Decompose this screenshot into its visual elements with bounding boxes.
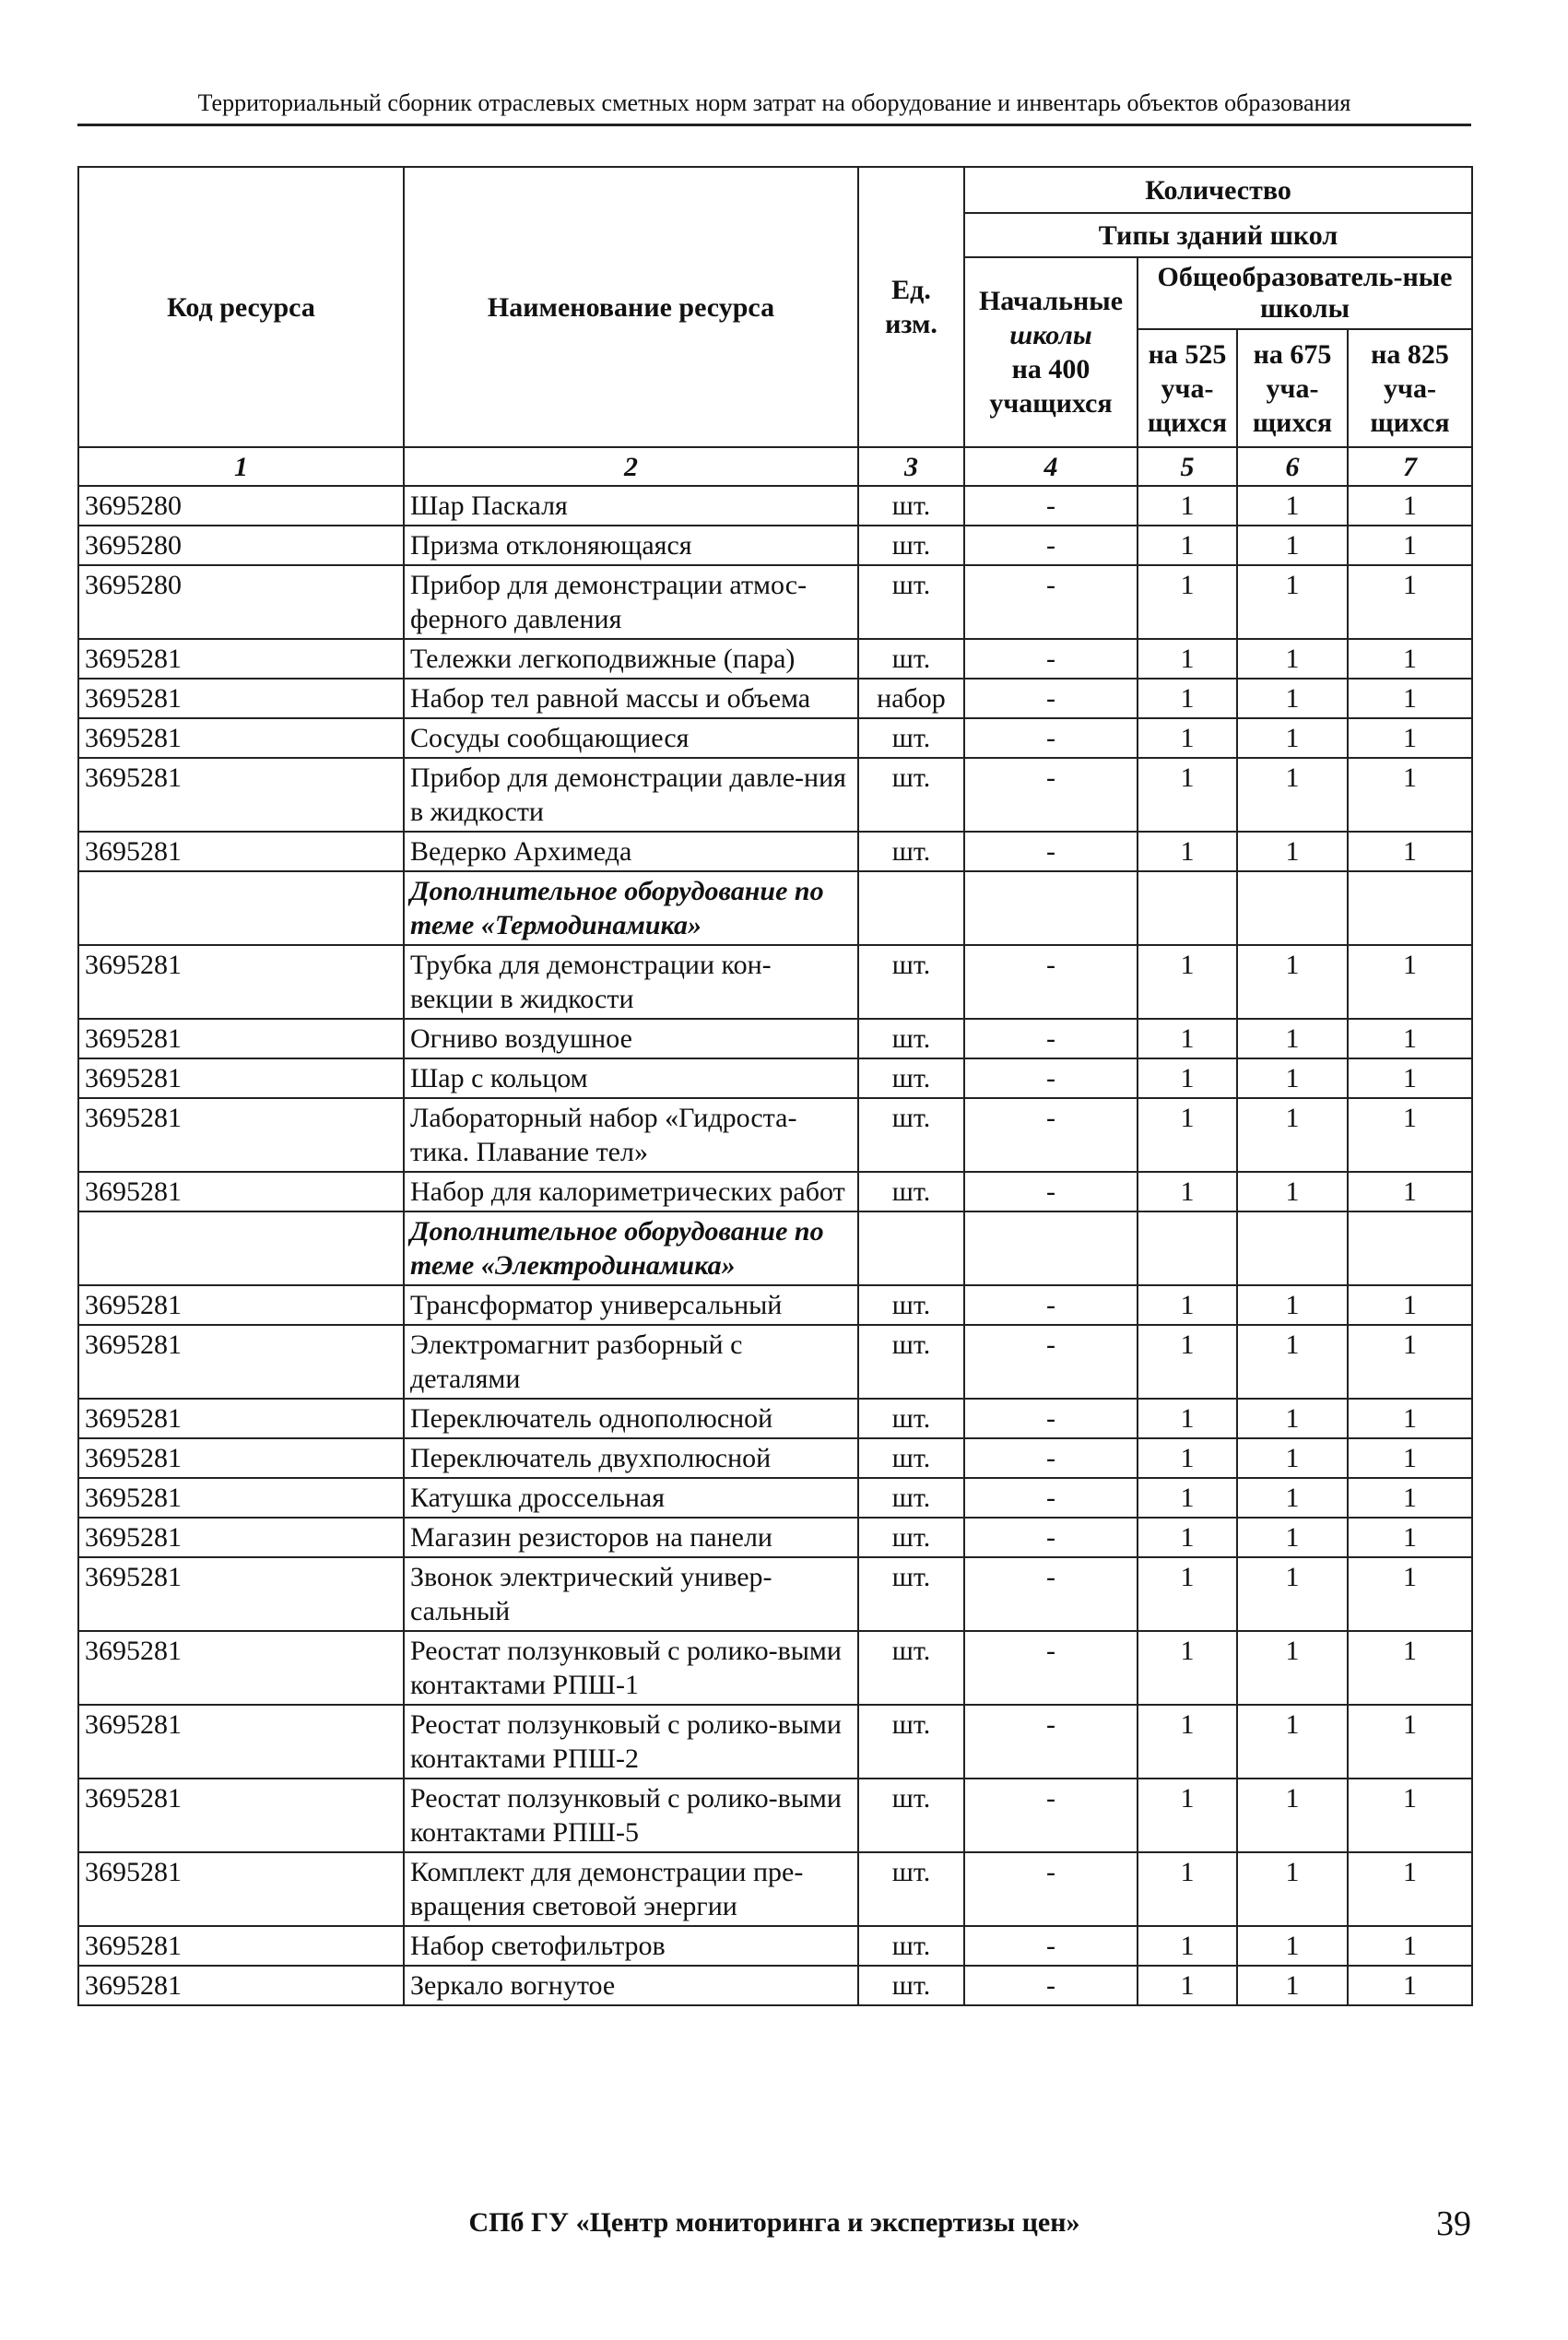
header-825-line-3: щихся [1370,407,1450,438]
cell-unit [858,871,964,945]
cell-unit: шт. [858,1019,964,1058]
cell-primary-400: - [964,1557,1138,1631]
cell-code: 3695281 [78,1058,404,1098]
cell-unit: шт. [858,1399,964,1438]
section-row [78,1211,1472,1285]
cell-code: 3695280 [78,526,404,565]
cell-general-825: 1 [1348,1172,1472,1211]
cell-general-525 [1138,871,1237,945]
header-825-line-1: на 825 [1371,338,1449,370]
table-row [78,1852,1472,1926]
header-675-line-2: уча- [1266,372,1319,404]
cell-primary-400: - [964,1172,1138,1211]
cell-unit: шт. [858,1478,964,1518]
cell-unit: шт. [858,945,964,1019]
cell-general-525: 1 [1138,639,1237,679]
cell-general-825: 1 [1348,1852,1472,1926]
header-primary-schools [964,257,1138,447]
cell-primary-400: - [964,1285,1138,1325]
table-row [78,639,1472,679]
cell-general-825: 1 [1348,1098,1472,1172]
cell-general-675: 1 [1237,1285,1348,1325]
page-number: 39 [1436,2204,1471,2243]
cell-code: 3695281 [78,1631,404,1705]
cell-general-675: 1 [1237,1399,1348,1438]
cell-unit: шт. [858,832,964,871]
cell-code [78,1211,404,1285]
header-525 [1138,329,1237,447]
cell-general-675: 1 [1237,1478,1348,1518]
cell-unit: шт. [858,758,964,832]
cell-code: 3695280 [78,565,404,639]
cell-primary-400: - [964,1705,1138,1779]
cell-general-675: 1 [1237,1966,1348,2005]
cell-unit: шт. [858,639,964,679]
cell-code: 3695281 [78,1705,404,1779]
cell-general-675: 1 [1237,1172,1348,1211]
cell-general-825: 1 [1348,945,1472,1019]
cell-name: Реостат ползунковый с ролико-выми контактами РПШ-5 [404,1779,858,1852]
cell-general-825: 1 [1348,1966,1472,2005]
header-825-line-2: уча- [1384,372,1436,404]
cell-general-675: 1 [1237,1518,1348,1557]
cell-unit: шт. [858,1631,964,1705]
table-row [78,1098,1472,1172]
col-number: 1 [78,447,404,486]
table-row [78,526,1472,565]
cell-primary-400: - [964,679,1138,718]
cell-general-825: 1 [1348,1705,1472,1779]
cell-name: Прибор для демонстрации атмос-ферного давления [404,565,858,639]
cell-name: Шар с кольцом [404,1058,858,1098]
cell-general-525: 1 [1138,1019,1237,1058]
cell-general-675 [1237,871,1348,945]
cell-code: 3695281 [78,1399,404,1438]
cell-general-825: 1 [1348,1058,1472,1098]
cell-general-825: 1 [1348,565,1472,639]
cell-general-525: 1 [1138,1557,1237,1631]
header-525-line-1: на 525 [1148,338,1227,370]
cell-general-675: 1 [1237,565,1348,639]
cell-name: Лабораторный набор «Гидроста-тика. Плавание тел» [404,1098,858,1172]
cell-general-525: 1 [1138,1285,1237,1325]
cell-code: 3695281 [78,679,404,718]
cell-general-825: 1 [1348,679,1472,718]
cell-general-525: 1 [1138,758,1237,832]
cell-name: Призма отклоняющаяся [404,526,858,565]
cell-general-825: 1 [1348,639,1472,679]
cell-general-525: 1 [1138,1098,1237,1172]
cell-primary-400: - [964,1779,1138,1852]
col-number: 7 [1348,447,1472,486]
cell-general-525: 1 [1138,1058,1237,1098]
header-825 [1348,329,1472,447]
cell-general-675: 1 [1237,1019,1348,1058]
cell-general-825: 1 [1348,1438,1472,1478]
cell-general-675 [1237,1211,1348,1285]
cell-unit: шт. [858,1852,964,1926]
table-row [78,1478,1472,1518]
cell-general-675: 1 [1237,1705,1348,1779]
header-675-line-3: щихся [1252,407,1333,438]
cell-unit: шт. [858,1438,964,1478]
cell-general-825: 1 [1348,1399,1472,1438]
cell-code: 3695281 [78,1557,404,1631]
col-number: 4 [964,447,1138,486]
table-row [78,1926,1472,1966]
column-number-row [78,447,1472,486]
header-525-line-2: уча- [1161,372,1214,404]
cell-primary-400: - [964,1852,1138,1926]
cell-primary-400: - [964,486,1138,526]
header-quantity: Количество [964,167,1472,213]
cell-name: Звонок электрический универ-сальный [404,1557,858,1631]
cell-unit: шт. [858,718,964,758]
cell-general-525 [1138,1211,1237,1285]
cell-unit: шт. [858,1926,964,1966]
cell-general-675: 1 [1237,945,1348,1019]
cell-code [78,871,404,945]
header-675 [1237,329,1348,447]
cell-general-825: 1 [1348,1631,1472,1705]
header-school-types: Типы зданий школ [964,213,1472,257]
cell-name: Электромагнит разборный с деталями [404,1325,858,1399]
cell-general-525: 1 [1138,565,1237,639]
cell-code: 3695281 [78,1779,404,1852]
cell-general-825: 1 [1348,1518,1472,1557]
cell-primary-400: - [964,639,1138,679]
cell-name: Набор тел равной массы и объема [404,679,858,718]
cell-primary-400: - [964,1058,1138,1098]
cell-general-825: 1 [1348,1926,1472,1966]
table-row [78,1285,1472,1325]
cell-primary-400: - [964,1098,1138,1172]
cell-primary-400: - [964,1631,1138,1705]
table-row [78,1705,1472,1779]
cell-code: 3695281 [78,1172,404,1211]
cell-general-825: 1 [1348,1478,1472,1518]
cell-unit: шт. [858,1557,964,1631]
cell-general-675: 1 [1237,1557,1348,1631]
cell-name: Реостат ползунковый с ролико-выми контактами РПШ-1 [404,1631,858,1705]
cell-unit: шт. [858,1966,964,2005]
cell-code: 3695281 [78,758,404,832]
cell-code: 3695280 [78,486,404,526]
cell-name: Прибор для демонстрации давле-ния в жидкости [404,758,858,832]
cell-primary-400: - [964,1518,1138,1557]
table-row [78,1438,1472,1478]
table-row [78,832,1472,871]
cell-unit: шт. [858,1705,964,1779]
header-primary-line-3: на 400 [1011,354,1091,384]
cell-code: 3695281 [78,1478,404,1518]
cell-name: Тележки легкоподвижные (пара) [404,639,858,679]
cell-general-525: 1 [1138,1478,1237,1518]
header-675-line-1: на 675 [1253,338,1332,370]
header-unit: Ед. изм. [858,167,964,447]
cell-general-675: 1 [1237,718,1348,758]
cell-primary-400: - [964,565,1138,639]
col-number: 2 [404,447,858,486]
cell-unit: шт. [858,1325,964,1399]
cell-primary-400: - [964,1926,1138,1966]
page-header: Территориальный сборник отраслевых сметных норм затрат на оборудование и инвентарь объектов образования [77,89,1471,126]
header-general-schools: Общеобразователь-ные школы [1138,257,1472,329]
cell-name: Ведерко Архимеда [404,832,858,871]
cell-primary-400: - [964,526,1138,565]
table-row [78,1631,1472,1705]
table-body [78,447,1472,2005]
table-row [78,758,1472,832]
table-row [78,1399,1472,1438]
cell-unit: шт. [858,1518,964,1557]
table-row [78,718,1472,758]
col-number: 5 [1138,447,1237,486]
section-row [78,871,1472,945]
table-row [78,1019,1472,1058]
cell-general-525: 1 [1138,1966,1237,2005]
cell-general-825: 1 [1348,718,1472,758]
cell-primary-400: - [964,832,1138,871]
cell-general-825: 1 [1348,758,1472,832]
table-row [78,565,1472,639]
cell-name: Катушка дроссельная [404,1478,858,1518]
page-footer [77,2202,1471,2248]
cell-general-675: 1 [1237,1098,1348,1172]
cell-code: 3695281 [78,1966,404,2005]
cell-unit: набор [858,679,964,718]
col-number: 6 [1237,447,1348,486]
cell-name: Шар Паскаля [404,486,858,526]
cell-general-675: 1 [1237,1058,1348,1098]
cell-general-525: 1 [1138,1438,1237,1478]
cell-general-525: 1 [1138,679,1237,718]
cell-primary-400: - [964,945,1138,1019]
table-row [78,1966,1472,2005]
section-title: Дополнительное оборудование по теме «Термодинамика» [404,871,858,945]
cell-general-675: 1 [1237,1438,1348,1478]
section-title: Дополнительное оборудование по теме «Электродинамика» [404,1211,858,1285]
cell-code: 3695281 [78,832,404,871]
header-primary-line-1: Начальные [978,286,1124,316]
table-row [78,679,1472,718]
cell-general-675: 1 [1237,758,1348,832]
cell-code: 3695281 [78,639,404,679]
table-row [78,1779,1472,1852]
cell-code: 3695281 [78,1852,404,1926]
cell-primary-400: - [964,1399,1138,1438]
cell-general-525: 1 [1138,1926,1237,1966]
cell-general-525: 1 [1138,526,1237,565]
cell-general-675: 1 [1237,1779,1348,1852]
cell-unit: шт. [858,526,964,565]
cell-primary-400: - [964,1019,1138,1058]
cell-primary-400: - [964,718,1138,758]
cell-unit: шт. [858,1172,964,1211]
cell-general-675: 1 [1237,486,1348,526]
cell-name: Сосуды сообщающиеся [404,718,858,758]
cell-name: Зеркало вогнутое [404,1966,858,2005]
cell-name: Комплект для демонстрации пре-вращения световой энергии [404,1852,858,1926]
cell-code: 3695281 [78,1438,404,1478]
footer-organization: СПб ГУ «Центр мониторинга и экспертизы цен» [468,2207,1080,2238]
cell-name: Трансформатор универсальный [404,1285,858,1325]
cell-primary-400 [964,1211,1138,1285]
cell-general-675: 1 [1237,679,1348,718]
cell-general-525: 1 [1138,1705,1237,1779]
cell-general-825: 1 [1348,1325,1472,1399]
cell-name: Набор для калориметрических работ [404,1172,858,1211]
cell-general-825: 1 [1348,526,1472,565]
col-number: 3 [858,447,964,486]
cell-name: Магазин резисторов на панели [404,1518,858,1557]
table-row [78,1518,1472,1557]
cell-general-825: 1 [1348,1019,1472,1058]
cell-name: Огниво воздушное [404,1019,858,1058]
table-row [78,486,1472,526]
cell-general-525: 1 [1138,1631,1237,1705]
cell-general-525: 1 [1138,945,1237,1019]
cell-code: 3695281 [78,718,404,758]
table-row [78,945,1472,1019]
cell-general-675: 1 [1237,1852,1348,1926]
cell-general-675: 1 [1237,1325,1348,1399]
cell-primary-400: - [964,1966,1138,2005]
cell-code: 3695281 [78,945,404,1019]
cell-unit [858,1211,964,1285]
cell-code: 3695281 [78,1325,404,1399]
header-name: Наименование ресурса [404,167,858,447]
cell-unit: шт. [858,486,964,526]
cell-code: 3695281 [78,1285,404,1325]
cell-general-675: 1 [1237,1926,1348,1966]
cell-primary-400: - [964,1438,1138,1478]
cell-general-675: 1 [1237,639,1348,679]
cell-name: Реостат ползунковый с ролико-выми контактами РПШ-2 [404,1705,858,1779]
cell-code: 3695281 [78,1098,404,1172]
cell-primary-400: - [964,1478,1138,1518]
cell-general-825: 1 [1348,1557,1472,1631]
cell-code: 3695281 [78,1518,404,1557]
cell-general-675: 1 [1237,1631,1348,1705]
cell-unit: шт. [858,1098,964,1172]
cell-general-525: 1 [1138,486,1237,526]
cell-general-525: 1 [1138,1518,1237,1557]
cell-general-525: 1 [1138,1399,1237,1438]
table-row [78,1058,1472,1098]
cell-general-675: 1 [1237,526,1348,565]
table-row [78,1557,1472,1631]
cell-code: 3695281 [78,1926,404,1966]
table-row [78,1172,1472,1211]
header-code: Код ресурса [78,167,404,447]
resource-table [77,166,1473,2006]
cell-general-525: 1 [1138,1172,1237,1211]
cell-name: Переключатель двухполюсной [404,1438,858,1478]
header-525-line-3: щихся [1147,407,1228,438]
cell-general-825 [1348,871,1472,945]
cell-name: Переключатель однополюсной [404,1399,858,1438]
cell-general-675: 1 [1237,832,1348,871]
cell-unit: шт. [858,565,964,639]
cell-general-825: 1 [1348,486,1472,526]
cell-general-525: 1 [1138,1325,1237,1399]
cell-general-825 [1348,1211,1472,1285]
cell-code: 3695281 [78,1019,404,1058]
cell-name: Набор светофильтров [404,1926,858,1966]
header-primary-line-2: школы [1009,320,1092,350]
table-row [78,1325,1472,1399]
cell-unit: шт. [858,1779,964,1852]
cell-general-525: 1 [1138,1852,1237,1926]
cell-name: Трубка для демонстрации кон-векции в жидкости [404,945,858,1019]
cell-general-525: 1 [1138,832,1237,871]
cell-primary-400 [964,871,1138,945]
cell-general-825: 1 [1348,1779,1472,1852]
header-primary-line-4: учащихся [989,388,1113,419]
cell-general-525: 1 [1138,718,1237,758]
cell-unit: шт. [858,1058,964,1098]
cell-general-825: 1 [1348,1285,1472,1325]
cell-general-525: 1 [1138,1779,1237,1852]
cell-primary-400: - [964,758,1138,832]
cell-primary-400: - [964,1325,1138,1399]
cell-unit: шт. [858,1285,964,1325]
cell-general-825: 1 [1348,832,1472,871]
